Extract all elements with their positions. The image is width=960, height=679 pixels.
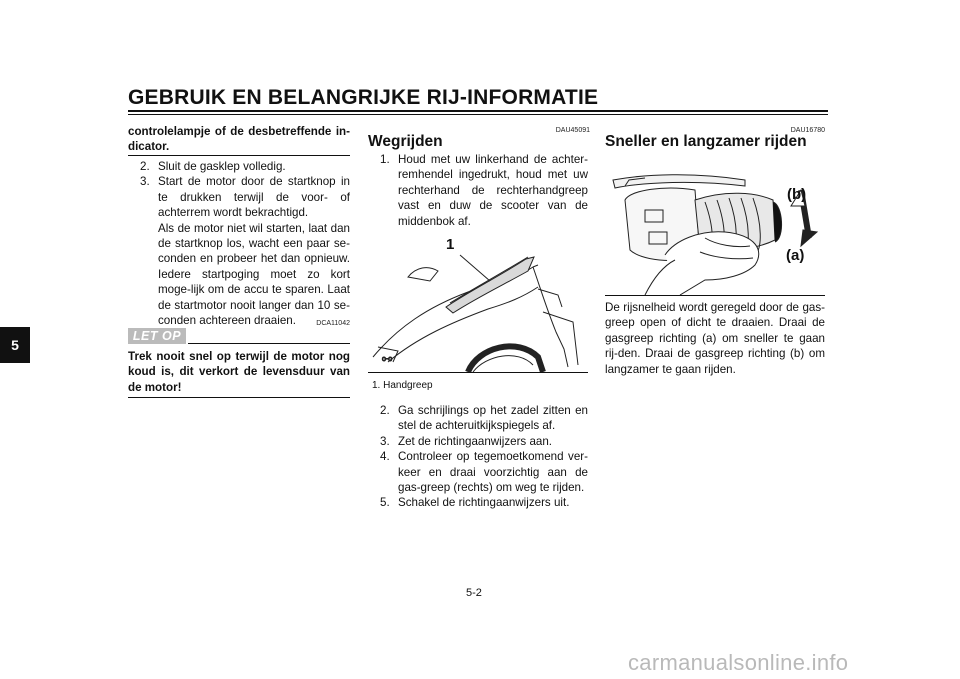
- intro-text: controlelampje of de desbetreffende in-dicator.: [128, 125, 350, 154]
- list-item: [380, 403, 588, 434]
- list-number: 2.: [140, 160, 150, 173]
- intro-rule: [128, 155, 350, 156]
- caution-code: DCA11042: [316, 320, 350, 327]
- list-text: Ga schrijlings op het zadel zitten en stel de achteruitkijkspiegels af.: [398, 404, 588, 433]
- throttle-figure: [605, 160, 825, 295]
- list-number: 1.: [380, 153, 390, 166]
- list-item: [380, 434, 588, 449]
- list-number: 3.: [140, 175, 150, 189]
- list-text: Houd met uw linkerhand de achter-remhendel ingedrukt, houd met uw rechterhand de rechterhandgreep vast en duw de scooter van de middenbok af.: [398, 153, 588, 228]
- list-number: 4.: [380, 450, 390, 464]
- figure-callout-1: 1: [446, 236, 455, 253]
- col2-list-top: [380, 152, 588, 229]
- list-text: Start de motor door de startknop in te drukken terwijl de voor- of achterrem wordt bekrachtigd.: [158, 175, 350, 220]
- list-item: [380, 449, 588, 495]
- list-item: [140, 159, 350, 174]
- list-number: 3.: [380, 434, 390, 448]
- caution-text: Trek nooit snel op terwijl de motor nog koud is, dit verkort de levensduur van de motor!: [128, 350, 350, 394]
- list-text: Controleer op tegemoetkomend ver-keer en draai voorzichtig aan de gas-greep (rechts) om weg te rijden.: [398, 450, 588, 495]
- scooter-rear-figure: [368, 237, 588, 372]
- label-b: (b): [787, 186, 807, 203]
- list-item: [380, 152, 588, 229]
- note-text: Als de motor niet wil starten, laat dan de startknop los, wacht een paar se-conden en probeer het dan opnieuw. Iedere startpoging moet zo kort moge-lijk om de accu te sparen. Laat de startmotor nooit langer dan 10 se-conden achtereen draaien.: [158, 221, 350, 328]
- figure-caption: 1. Handgreep: [372, 380, 433, 391]
- section-heading-wegrijden: Wegrijden: [368, 133, 443, 150]
- label-a: (a): [786, 247, 805, 264]
- figure-rule: [368, 372, 588, 373]
- list-item: [380, 495, 588, 510]
- section-code: DAU45091: [555, 127, 590, 134]
- scooter-rear-illustration: [368, 237, 588, 372]
- throttle-body-text: De rijsnelheid wordt geregeld door de gas-greep open of dicht te draaien. Draai de gasgreep richting (a) om sneller te gaan rij-den. Draai de gasgreep richting (b) om langzamer te gaan rijden.: [605, 301, 825, 376]
- col1-list: [140, 159, 350, 328]
- caution-badge: LET OP: [128, 328, 186, 344]
- figure-rule: [605, 295, 825, 296]
- caution-bottom-rule: [128, 397, 350, 398]
- watermark: carmanualsonline.info: [628, 650, 849, 675]
- chapter-tab[interactable]: 5: [0, 327, 30, 363]
- list-item: [140, 174, 350, 220]
- list-text: Zet de richtingaanwijzers aan.: [398, 434, 553, 448]
- page-number: 5-2: [466, 587, 482, 599]
- page-title: GEBRUIK EN BELANGRIJKE RIJ-INFORMATIE: [128, 86, 599, 109]
- throttle-illustration: [605, 160, 825, 295]
- list-number: 5.: [380, 496, 390, 510]
- section-code: DAU16780: [790, 127, 825, 134]
- header-rule-thin: [128, 114, 828, 115]
- header-rule: [128, 110, 828, 112]
- list-text: Schakel de richtingaanwijzers uit.: [398, 496, 570, 510]
- list-text: Sluit de gasklep volledig.: [158, 160, 286, 173]
- caution-top-rule: [188, 343, 350, 344]
- list-number: 2.: [380, 404, 390, 417]
- col2-list: [380, 403, 588, 511]
- section-heading-sneller: Sneller en langzamer rijden: [605, 133, 807, 150]
- svg-text:o-o: o-o: [382, 356, 393, 363]
